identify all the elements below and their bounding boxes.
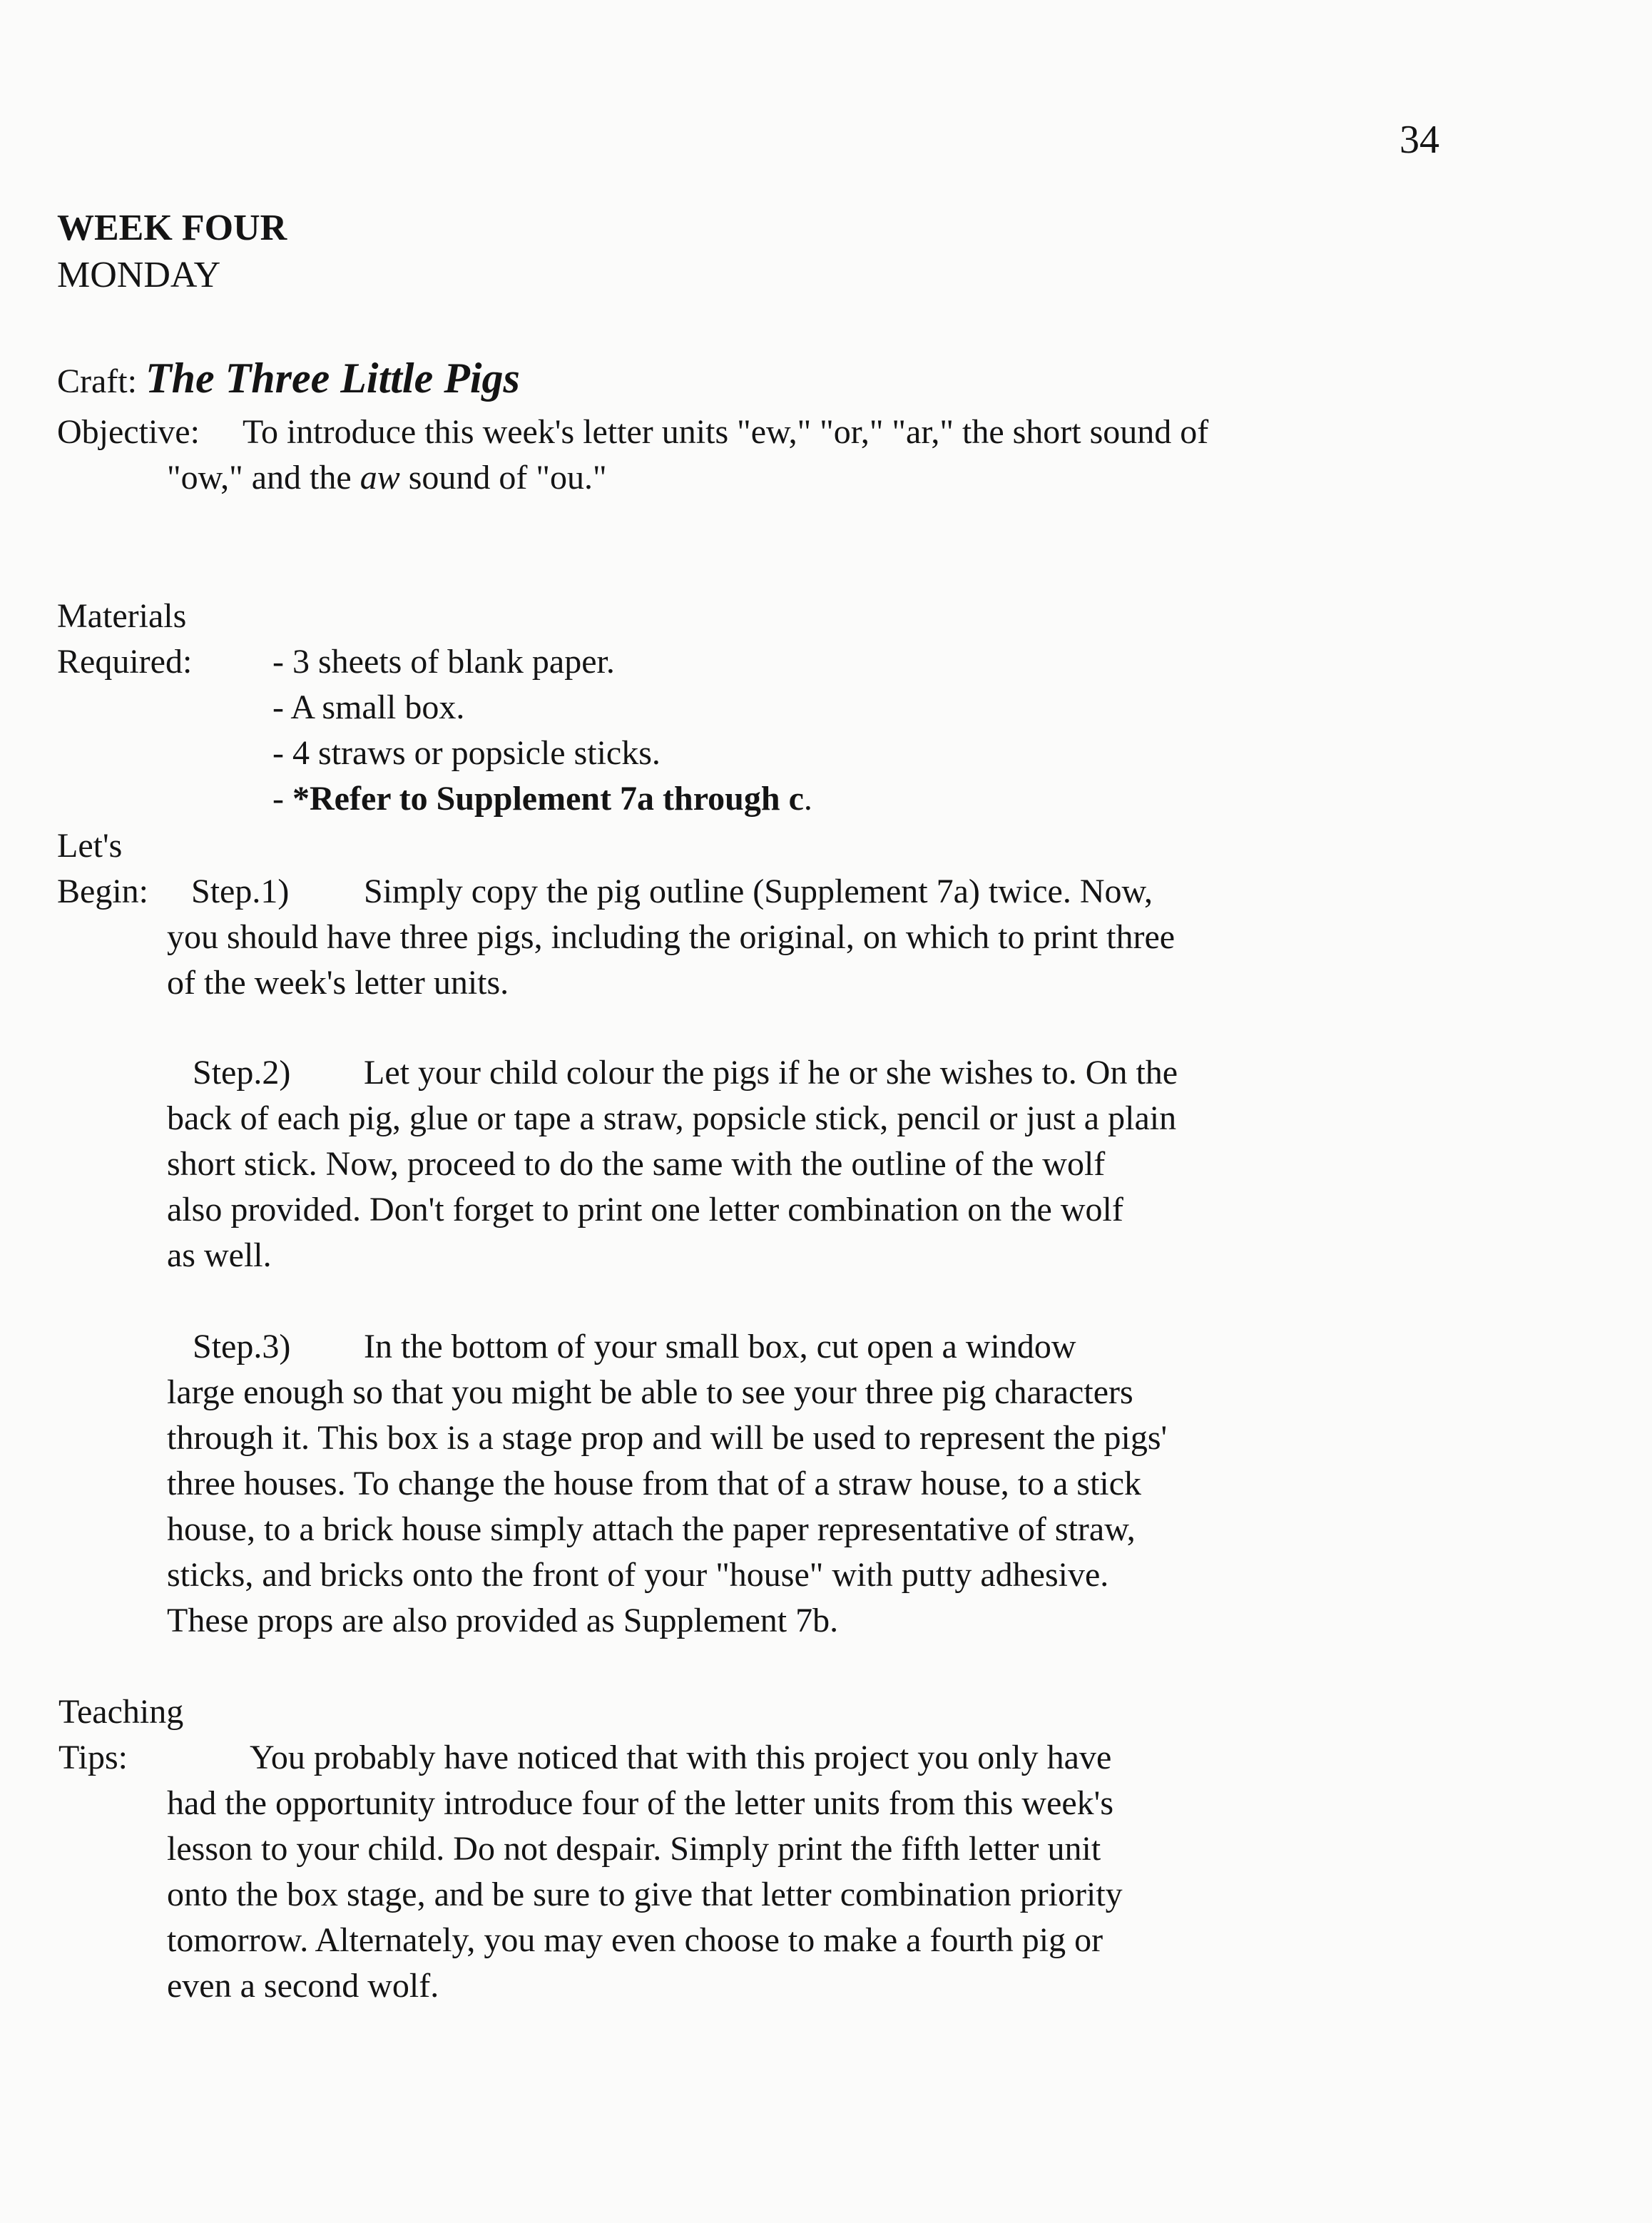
- materials-item-supplement: [272, 776, 812, 822]
- craft-line: [57, 354, 520, 403]
- step2-line: also provided. Don't forget to print one letter combination on the wolf: [167, 1191, 1123, 1228]
- tips-line: You probably have noticed that with this project you only have: [250, 1739, 1112, 1776]
- required-label: Required:: [57, 643, 193, 681]
- materials-item: - A small box.: [272, 688, 465, 726]
- step3-line: house, to a brick house simply attach the paper representative of straw,: [167, 1510, 1136, 1548]
- step3-line: In the bottom of your small box, cut open a window: [364, 1328, 1076, 1365]
- objective-emphasis: aw: [360, 459, 400, 497]
- tips-line: even a second wolf.: [167, 1967, 439, 2005]
- materials-item: - 4 straws or popsicle sticks.: [272, 734, 661, 772]
- objective-label: Objective:: [57, 413, 200, 451]
- step2-line: as well.: [167, 1236, 272, 1274]
- tips-label: Tips:: [58, 1739, 128, 1776]
- objective-line-1: To introduce this week's letter units "ew," "or," "ar," the short sound of: [243, 413, 1209, 451]
- step1-line: Simply copy the pig outline (Supplement 7a) twice. Now,: [364, 873, 1153, 910]
- step2-line: Let your child colour the pigs if he or she wishes to. On the: [364, 1054, 1178, 1092]
- step3-line: three houses. To change the house from that of a straw house, to a stick: [167, 1465, 1142, 1502]
- begin-label: Begin:: [57, 873, 148, 910]
- craft-label: Craft:: [57, 362, 137, 400]
- tips-line: had the opportunity introduce four of the letter units from this week's: [167, 1784, 1114, 1822]
- step3-line: These props are also provided as Supplement 7b.: [167, 1602, 839, 1639]
- dash: -: [272, 780, 292, 818]
- step1-label: Step.1): [191, 873, 290, 910]
- craft-title: The Three Little Pigs: [145, 355, 520, 402]
- tips-line: tomorrow. Alternately, you may even choose to make a fourth pig or: [167, 1921, 1103, 1959]
- period: .: [803, 780, 812, 818]
- step3-line: sticks, and bricks onto the front of your "house" with putty adhesive.: [167, 1556, 1109, 1594]
- step1-line: you should have three pigs, including the original, on which to print three: [167, 918, 1176, 956]
- step2-line: short stick. Now, proceed to do the same with the outline of the wolf: [167, 1145, 1106, 1183]
- step2-line: back of each pig, glue or tape a straw, popsicle stick, pencil or just a plain: [167, 1099, 1177, 1137]
- objective-line-2: [167, 455, 607, 501]
- supplement-reference: *Refer to Supplement 7a through c: [292, 780, 804, 818]
- page-number: 34: [1399, 118, 1439, 162]
- step2-label: Step.2): [193, 1054, 291, 1092]
- step3-line: through it. This box is a stage prop and will be used to represent the pigs': [167, 1419, 1168, 1457]
- tips-line: onto the box stage, and be sure to give that letter combination priority: [167, 1876, 1123, 1913]
- materials-label: Materials: [57, 597, 187, 635]
- materials-item: - 3 sheets of blank paper.: [272, 643, 615, 681]
- step3-line: large enough so that you might be able to see your three pig characters: [167, 1373, 1133, 1411]
- step1-line: of the week's letter units.: [167, 964, 509, 1002]
- step3-label: Step.3): [193, 1328, 291, 1365]
- lets-label: Let's: [57, 827, 123, 865]
- objective-text: "ow," and the: [167, 459, 360, 497]
- week-heading: WEEK FOUR: [57, 208, 287, 248]
- objective-text-end: sound of "ou.": [399, 459, 607, 497]
- teaching-label: Teaching: [58, 1693, 184, 1731]
- tips-line: lesson to your child. Do not despair. Simply print the fifth letter unit: [167, 1830, 1101, 1868]
- day-heading: MONDAY: [57, 255, 221, 295]
